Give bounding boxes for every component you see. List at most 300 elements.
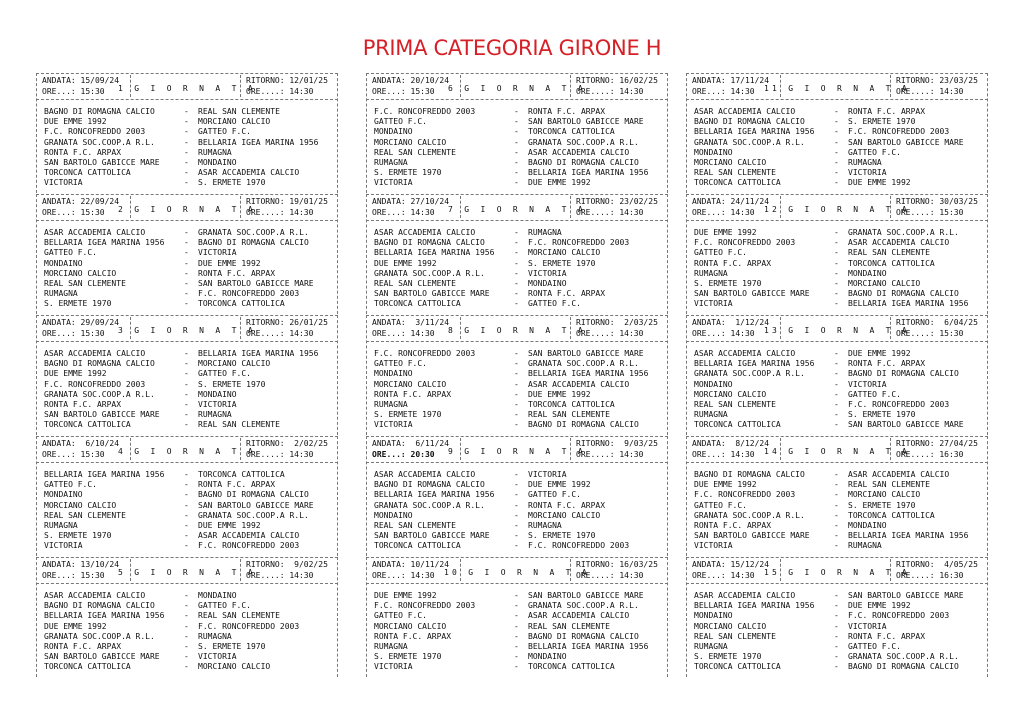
match-separator: -	[514, 168, 519, 178]
match-list	[44, 349, 336, 431]
home-team: GATTEO F.C.	[374, 359, 427, 369]
ritorno-time: ORE....: 14:30	[246, 450, 314, 459]
match-separator: -	[514, 258, 519, 268]
match-separator: -	[514, 410, 519, 420]
match-row	[694, 238, 986, 248]
round-block	[36, 557, 338, 677]
match-row	[44, 279, 336, 289]
away-team: GRANATA SOC.COOP.A R.L.	[198, 510, 309, 520]
giornata-label: 14 G I O R N A T A	[763, 447, 911, 456]
away-team: DUE EMME 1992	[848, 178, 911, 188]
away-team: RUMAGNA	[198, 410, 232, 420]
match-separator: -	[834, 621, 839, 631]
match-row	[374, 178, 666, 188]
round-header	[366, 560, 668, 582]
andata-time: ORE...: 15:30	[42, 87, 105, 96]
andata-date: ANDATA: 8/12/24	[692, 439, 770, 448]
home-team: DUE EMME 1992	[44, 117, 107, 127]
andata-time: ORE...: 15:30	[372, 87, 435, 96]
match-separator: -	[184, 621, 189, 631]
home-team: RUMAGNA	[44, 289, 78, 299]
match-separator: -	[514, 541, 519, 551]
match-list	[694, 470, 986, 552]
away-team: VICTORIA	[848, 168, 887, 178]
match-separator: -	[834, 299, 839, 309]
round-header	[686, 76, 988, 98]
away-team: S. ERMETE 1970	[198, 178, 266, 188]
match-row	[374, 228, 666, 238]
match-separator: -	[514, 591, 519, 600]
match-row	[694, 511, 986, 521]
match-list	[374, 470, 666, 552]
home-team: RUMAGNA	[694, 268, 728, 278]
away-team: GATTEO F.C.	[198, 369, 251, 379]
home-team: MORCIANO CALCIO	[694, 621, 767, 631]
match-separator: -	[184, 127, 189, 137]
match-row	[694, 652, 986, 662]
home-team: F.C. RONCOFREDDO 2003	[374, 349, 476, 358]
match-separator: -	[834, 359, 839, 369]
match-separator: -	[834, 520, 839, 530]
match-row	[374, 470, 666, 480]
andata-time: ORE...: 15:30	[42, 208, 105, 217]
home-team: GATTEO F.C.	[374, 117, 427, 127]
match-row	[374, 622, 666, 632]
away-team: VICTORIA	[848, 379, 887, 389]
match-row	[694, 117, 986, 127]
match-separator: -	[514, 601, 519, 611]
home-team: RONTA F.C. ARPAX	[44, 399, 122, 409]
home-team: VICTORIA	[374, 178, 413, 188]
match-separator: -	[834, 490, 839, 500]
giornata-label: 10 G I O R N A T A	[443, 568, 591, 577]
home-team: SAN BARTOLO GABICCE MARE	[374, 531, 490, 541]
home-team: BAGNO DI ROMAGNA CALCIO	[374, 480, 485, 490]
away-team: BAGNO DI ROMAGNA CALCIO	[198, 490, 309, 500]
match-separator: -	[184, 490, 189, 500]
home-team: F.C. RONCOFREDDO 2003	[44, 127, 146, 137]
match-separator: -	[834, 500, 839, 510]
match-separator: -	[514, 662, 519, 672]
home-team: VICTORIA	[694, 299, 733, 309]
match-separator: -	[834, 137, 839, 147]
ritorno-time: ORE....: 14:30	[246, 329, 314, 338]
away-team: MONDAINO	[528, 652, 567, 662]
match-row	[694, 299, 986, 309]
away-team: ASAR ACCADEMIA CALCIO	[528, 611, 630, 621]
match-row	[374, 289, 666, 299]
home-team: BELLARIA IGEA MARINA 1956	[694, 127, 815, 137]
match-row	[694, 248, 986, 258]
home-team: RONTA F.C. ARPAX	[694, 258, 772, 268]
home-team: GRANATA SOC.COOP.A R.L.	[694, 369, 805, 379]
match-separator: -	[184, 470, 189, 479]
match-separator: -	[184, 268, 189, 278]
match-separator: -	[184, 652, 189, 662]
match-row	[44, 490, 336, 500]
match-separator: -	[184, 238, 189, 248]
away-team: MORCIANO CALCIO	[848, 278, 921, 288]
home-team: SAN BARTOLO GABICCE MARE	[44, 410, 160, 420]
match-row	[44, 642, 336, 652]
home-team: DUE EMME 1992	[44, 621, 107, 631]
match-row	[374, 127, 666, 137]
andata-time: ORE...: 14:30	[692, 329, 755, 338]
home-team: MORCIANO CALCIO	[44, 268, 117, 278]
match-row	[44, 238, 336, 248]
round-header	[366, 197, 668, 219]
match-row	[44, 652, 336, 662]
home-team: BELLARIA IGEA MARINA 1956	[694, 601, 815, 611]
andata-date: ANDATA: 3/11/24	[372, 318, 450, 327]
match-row	[44, 521, 336, 531]
home-team: TORCONCA CATTOLICA	[694, 420, 781, 430]
ritorno-date: RITORNO: 23/03/25	[896, 76, 978, 85]
match-separator: -	[184, 541, 189, 551]
away-team: S. ERMETE 1970	[848, 117, 916, 127]
match-list	[374, 228, 666, 310]
match-row	[694, 400, 986, 410]
home-team: DUE EMME 1992	[44, 369, 107, 379]
away-team: MONDAINO	[848, 520, 887, 530]
home-team: MORCIANO CALCIO	[374, 621, 447, 631]
match-row	[44, 168, 336, 178]
match-row	[374, 490, 666, 500]
home-team: TORCONCA CATTOLICA	[694, 662, 781, 672]
home-team: REAL SAN CLEMENTE	[44, 278, 126, 288]
away-team: RUMAGNA	[198, 147, 232, 157]
home-team: ASAR ACCADEMIA CALCIO	[44, 349, 146, 358]
home-team: MONDAINO	[44, 258, 83, 268]
match-separator: -	[514, 359, 519, 369]
match-row	[694, 591, 986, 601]
away-team: SAN BARTOLO GABICCE MARE	[848, 137, 964, 147]
round-block	[366, 315, 668, 435]
match-row	[374, 420, 666, 430]
match-separator: -	[514, 520, 519, 530]
away-team: GRANATA SOC.COOP.A R.L.	[848, 228, 959, 237]
home-team: S. ERMETE 1970	[694, 278, 762, 288]
match-separator: -	[834, 410, 839, 420]
match-separator: -	[184, 500, 189, 510]
match-row	[694, 279, 986, 289]
home-team: REAL SAN CLEMENTE	[374, 520, 456, 530]
round-block	[366, 73, 668, 193]
away-team: S. ERMETE 1970	[528, 531, 596, 541]
round-block	[686, 194, 988, 314]
away-team: RONTA F.C. ARPAX	[848, 631, 926, 641]
home-team: MONDAINO	[374, 510, 413, 520]
match-separator: -	[514, 510, 519, 520]
match-separator: -	[514, 268, 519, 278]
home-team: RUMAGNA	[374, 641, 408, 651]
ritorno-date: RITORNO: 23/02/25	[576, 197, 658, 206]
away-team: TORCONCA CATTOLICA	[528, 662, 615, 672]
home-team: RUMAGNA	[374, 157, 408, 167]
match-list	[44, 107, 336, 189]
home-team: RONTA F.C. ARPAX	[44, 147, 122, 157]
home-team: BELLARIA IGEA MARINA 1956	[44, 611, 165, 621]
match-separator: -	[834, 117, 839, 127]
match-separator: -	[514, 480, 519, 490]
ritorno-date: RITORNO: 26/01/25	[246, 318, 328, 327]
match-row	[694, 168, 986, 178]
home-team: GRANATA SOC.COOP.A R.L.	[694, 137, 805, 147]
match-separator: -	[514, 117, 519, 127]
home-team: DUE EMME 1992	[374, 591, 437, 600]
match-separator: -	[834, 238, 839, 248]
match-row	[374, 148, 666, 158]
away-team: F.C. RONCOFREDDO 2003	[198, 541, 300, 551]
home-team: MONDAINO	[374, 127, 413, 137]
match-list	[374, 107, 666, 189]
home-team: RUMAGNA	[694, 410, 728, 420]
round-block	[366, 436, 668, 556]
match-separator: -	[834, 601, 839, 611]
match-separator: -	[834, 178, 839, 188]
match-separator: -	[184, 410, 189, 420]
away-team: SAN BARTOLO GABICCE MARE	[848, 591, 964, 600]
ritorno-date: RITORNO: 16/03/25	[576, 560, 658, 569]
away-team: GATTEO F.C.	[848, 389, 901, 399]
match-row	[694, 349, 986, 359]
giornata-label: 4 G I O R N A T A	[118, 447, 256, 456]
away-team: GRANATA SOC.COOP.A R.L.	[528, 137, 639, 147]
match-separator: -	[514, 349, 519, 358]
home-team: SAN BARTOLO GABICCE MARE	[694, 289, 810, 299]
home-team: F.C. RONCOFREDDO 2003	[694, 238, 796, 248]
home-team: S. ERMETE 1970	[44, 299, 112, 309]
ritorno-time: ORE....: 14:30	[246, 208, 314, 217]
match-row	[374, 238, 666, 248]
andata-date: ANDATA: 24/11/24	[692, 197, 770, 206]
away-team: SAN BARTOLO GABICCE MARE	[528, 591, 644, 600]
away-team: VICTORIA	[528, 268, 567, 278]
away-team: GRANATA SOC.COOP.A R.L.	[528, 601, 639, 611]
away-team: MORCIANO CALCIO	[528, 510, 601, 520]
match-separator: -	[514, 178, 519, 188]
away-team: REAL SAN CLEMENTE	[198, 107, 280, 116]
match-separator: -	[184, 611, 189, 621]
away-team: SAN BARTOLO GABICCE MARE	[848, 420, 964, 430]
away-team: F.C. RONCOFREDDO 2003	[848, 611, 950, 621]
match-row	[374, 390, 666, 400]
match-list	[694, 349, 986, 431]
away-team: VICTORIA	[848, 621, 887, 631]
match-row	[374, 359, 666, 369]
match-separator: -	[184, 117, 189, 127]
home-team: ASAR ACCADEMIA CALCIO	[694, 107, 796, 116]
away-team: MORCIANO CALCIO	[198, 117, 271, 127]
match-separator: -	[834, 611, 839, 621]
away-team: RUMAGNA	[528, 520, 562, 530]
home-team: RUMAGNA	[44, 520, 78, 530]
home-team: BAGNO DI ROMAGNA CALCIO	[44, 359, 155, 369]
home-team: S. ERMETE 1970	[694, 652, 762, 662]
match-row	[44, 420, 336, 430]
match-separator: -	[514, 278, 519, 288]
away-team: DUE EMME 1992	[528, 389, 591, 399]
home-team: GATTEO F.C.	[374, 611, 427, 621]
match-separator: -	[514, 147, 519, 157]
match-separator: -	[514, 420, 519, 430]
ritorno-date: RITORNO: 6/04/25	[896, 318, 978, 327]
away-team: MONDAINO	[198, 157, 237, 167]
away-team: BELLARIA IGEA MARINA 1956	[198, 137, 319, 147]
round-block	[686, 73, 988, 193]
away-team: GRANATA SOC.COOP.A R.L.	[528, 359, 639, 369]
home-team: BELLARIA IGEA MARINA 1956	[694, 359, 815, 369]
away-team: MONDAINO	[528, 278, 567, 288]
away-team: DUE EMME 1992	[528, 480, 591, 490]
home-team: REAL SAN CLEMENTE	[44, 510, 126, 520]
andata-time: ORE...: 15:30	[42, 450, 105, 459]
match-row	[44, 501, 336, 511]
match-separator: -	[514, 389, 519, 399]
round-header	[36, 197, 338, 219]
away-team: GATTEO F.C.	[848, 641, 901, 651]
round-header	[366, 439, 668, 461]
match-row	[44, 349, 336, 359]
match-row	[374, 632, 666, 642]
away-team: REAL SAN CLEMENTE	[848, 480, 930, 490]
home-team: MONDAINO	[374, 369, 413, 379]
away-team: RUMAGNA	[848, 157, 882, 167]
match-row	[374, 601, 666, 611]
round-block	[366, 194, 668, 314]
match-separator: -	[184, 389, 189, 399]
giornata-label: 5 G I O R N A T A	[118, 568, 256, 577]
away-team: GATTEO F.C.	[848, 147, 901, 157]
match-separator: -	[184, 137, 189, 147]
andata-date: ANDATA: 13/10/24	[42, 560, 120, 569]
home-team: DUE EMME 1992	[694, 480, 757, 490]
round-block	[36, 194, 338, 314]
match-row	[694, 611, 986, 621]
match-row	[44, 601, 336, 611]
andata-date: ANDATA: 22/09/24	[42, 197, 120, 206]
match-separator: -	[184, 510, 189, 520]
ritorno-time: ORE....: 14:30	[576, 87, 644, 96]
match-separator: -	[184, 178, 189, 188]
match-list	[44, 470, 336, 552]
away-team: RONTA F.C. ARPAX	[198, 268, 276, 278]
away-team: GATTEO F.C.	[528, 299, 581, 309]
home-team: BAGNO DI ROMAGNA CALCIO	[694, 117, 805, 127]
round-header	[366, 318, 668, 340]
home-team: F.C. RONCOFREDDO 2003	[694, 490, 796, 500]
match-row	[44, 299, 336, 309]
match-separator: -	[514, 500, 519, 510]
home-team: REAL SAN CLEMENTE	[694, 399, 776, 409]
away-team: RONTA F.C. ARPAX	[198, 480, 276, 490]
match-separator: -	[514, 157, 519, 167]
andata-time: ORE...: 14:30	[372, 571, 435, 580]
giornata-label: 2 G I O R N A T A	[118, 205, 256, 214]
match-row	[44, 259, 336, 269]
round-header	[686, 318, 988, 340]
match-separator: -	[184, 601, 189, 611]
match-separator: -	[184, 168, 189, 178]
match-separator: -	[834, 541, 839, 551]
andata-date: ANDATA: 10/11/24	[372, 560, 450, 569]
match-row	[374, 299, 666, 309]
match-row	[694, 127, 986, 137]
away-team: ASAR ACCADEMIA CALCIO	[198, 531, 300, 541]
away-team: GATTEO F.C.	[198, 601, 251, 611]
match-separator: -	[514, 621, 519, 631]
home-team: GATTEO F.C.	[694, 500, 747, 510]
match-row	[694, 138, 986, 148]
match-row	[694, 622, 986, 632]
home-team: S. ERMETE 1970	[374, 652, 442, 662]
match-separator: -	[834, 662, 839, 672]
andata-time: ORE...: 15:30	[42, 329, 105, 338]
match-row	[44, 400, 336, 410]
match-row	[44, 390, 336, 400]
away-team: VICTORIA	[198, 248, 237, 258]
match-row	[44, 531, 336, 541]
home-team: MORCIANO CALCIO	[44, 500, 117, 510]
match-row	[44, 359, 336, 369]
match-row	[694, 420, 986, 430]
away-team: REAL SAN CLEMENTE	[528, 621, 610, 631]
match-separator: -	[184, 531, 189, 541]
andata-date: ANDATA: 17/11/24	[692, 76, 770, 85]
match-row	[694, 410, 986, 420]
home-team: MONDAINO	[694, 611, 733, 621]
giornata-label: 9 G I O R N A T A	[448, 447, 586, 456]
match-separator: -	[184, 349, 189, 358]
away-team: S. ERMETE 1970	[198, 641, 266, 651]
home-team: SAN BARTOLO GABICCE MARE	[44, 157, 160, 167]
match-row	[374, 107, 666, 117]
match-separator: -	[834, 470, 839, 479]
home-team: ASAR ACCADEMIA CALCIO	[694, 349, 796, 358]
match-row	[44, 127, 336, 137]
away-team: BAGNO DI ROMAGNA CALCIO	[198, 238, 309, 248]
match-separator: -	[834, 510, 839, 520]
match-separator: -	[834, 107, 839, 116]
round-block	[36, 73, 338, 193]
match-list	[374, 349, 666, 431]
match-row	[374, 652, 666, 662]
away-team: GRANATA SOC.COOP.A R.L.	[198, 228, 309, 237]
match-separator: -	[514, 490, 519, 500]
andata-time: ORE...: 14:30	[692, 450, 755, 459]
home-team: GRANATA SOC.COOP.A R.L.	[694, 510, 805, 520]
match-row	[374, 531, 666, 541]
home-team: REAL SAN CLEMENTE	[374, 278, 456, 288]
away-team: REAL SAN CLEMENTE	[528, 410, 610, 420]
ritorno-time: ORE....: 14:30	[576, 571, 644, 580]
match-row	[374, 662, 666, 672]
away-team: RONTA F.C. ARPAX	[848, 107, 926, 116]
away-team: MORCIANO CALCIO	[198, 662, 271, 672]
round-block	[686, 315, 988, 435]
match-row	[44, 289, 336, 299]
page-title: PRIMA CATEGORIA GIRONE H	[362, 36, 662, 60]
match-separator: -	[514, 369, 519, 379]
match-row	[374, 410, 666, 420]
andata-time: ORE...: 14:30	[372, 329, 435, 338]
match-row	[44, 148, 336, 158]
away-team: F.C. RONCOFREDDO 2003	[528, 238, 630, 248]
away-team: SAN BARTOLO GABICCE MARE	[198, 278, 314, 288]
match-row	[694, 380, 986, 390]
match-separator: -	[184, 228, 189, 237]
away-team: ASAR ACCADEMIA CALCIO	[198, 168, 300, 178]
